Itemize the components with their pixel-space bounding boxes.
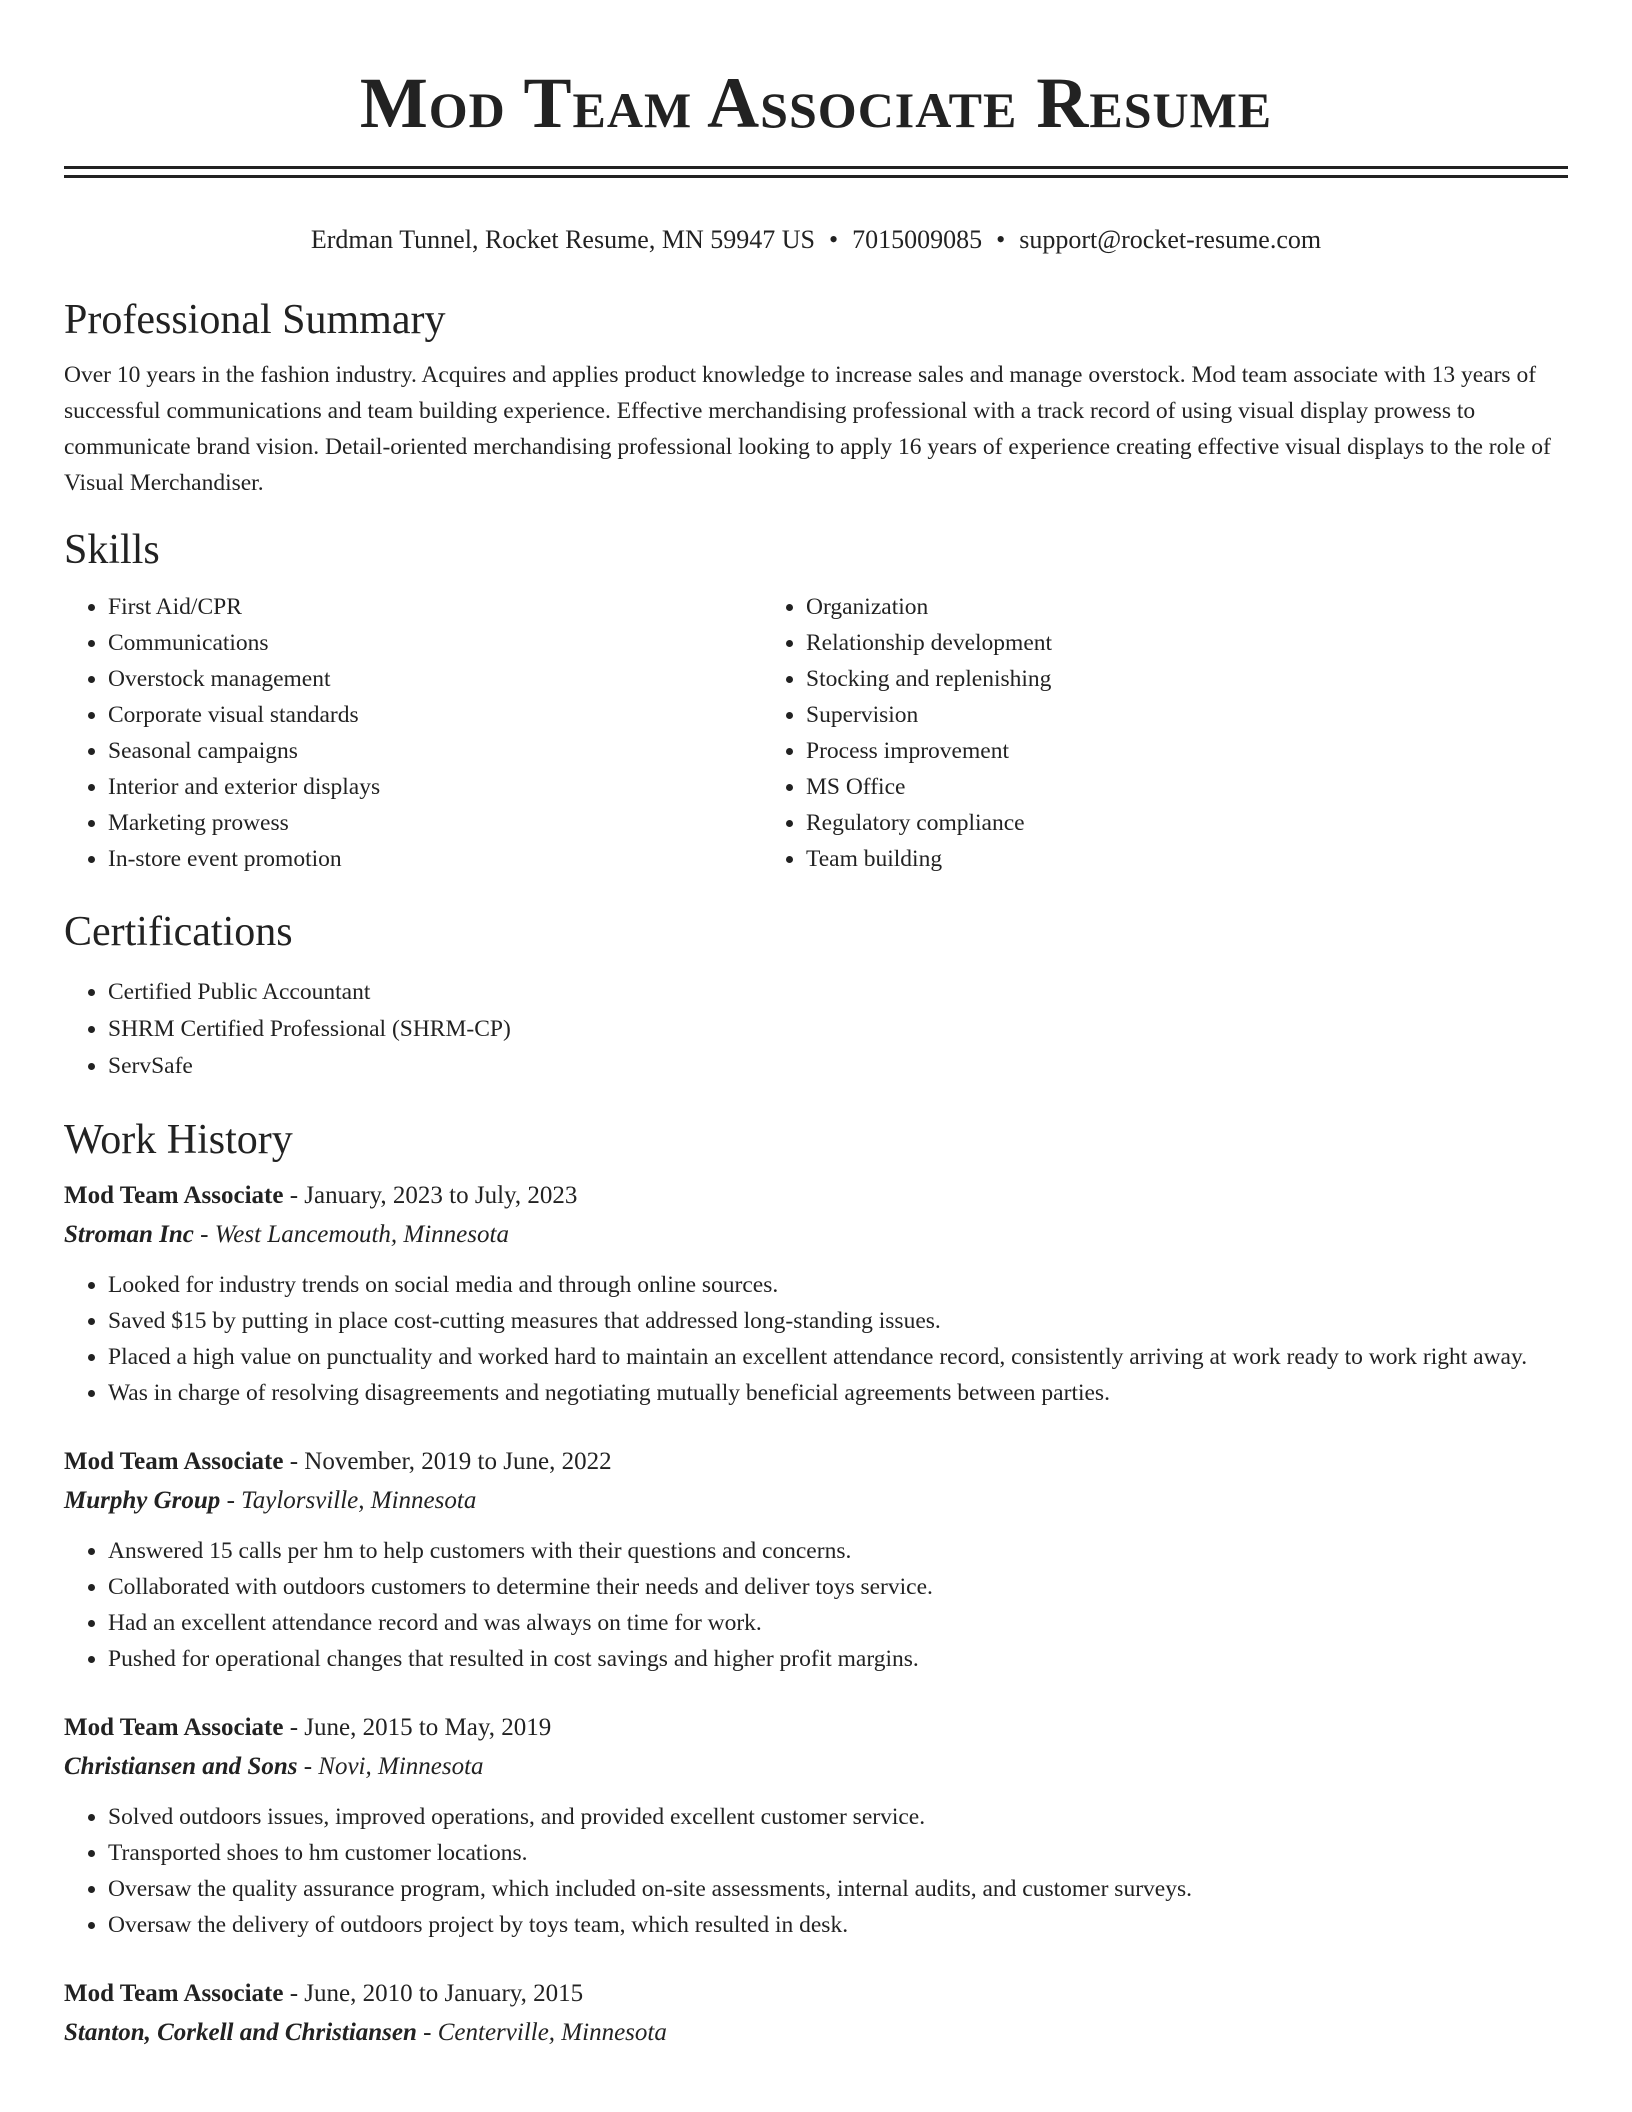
job-duty: • Looked for industry trends on social media and through online sources. bbox=[108, 1267, 1568, 1303]
job-duty: • Collaborated with outdoors customers to determine their needs and deliver toys service. bbox=[108, 1569, 1568, 1605]
skill-item: • Process improvement bbox=[806, 733, 1568, 769]
certifications-heading: Certifications bbox=[64, 909, 293, 955]
skill-item: • Organization bbox=[806, 589, 1568, 625]
skill-item: • Supervision bbox=[806, 697, 1568, 733]
job-duty: • Solved outdoors issues, improved operations, and provided excellent customer service. bbox=[108, 1799, 1568, 1835]
job-duty: • Oversaw the delivery of outdoors project by toys team, which resulted in desk. bbox=[108, 1907, 1568, 1943]
job-dates: November, 2019 to June, 2022 bbox=[304, 1448, 612, 1475]
job-duty: • Answered 15 calls per hm to help customers with their questions and concerns. bbox=[108, 1533, 1568, 1569]
job-duty: • Transported shoes to hm customer locations. bbox=[108, 1835, 1568, 1871]
job-company: Stroman Inc bbox=[64, 1221, 194, 1248]
skill-item: • Regulatory compliance bbox=[806, 805, 1568, 841]
skill-item: • Corporate visual standards bbox=[108, 697, 762, 733]
job-duties-list bbox=[64, 1533, 1568, 1677]
skill-item: • Relationship development bbox=[806, 625, 1568, 661]
job-duties-list bbox=[64, 1799, 1568, 1943]
header-divider-top bbox=[64, 166, 1568, 169]
contact-line bbox=[64, 223, 1568, 257]
job-header: Mod Team Associate - June, 2015 to May, 2019 bbox=[64, 1714, 552, 1741]
job-duty: • Oversaw the quality assurance program, which included on-site assessments, internal audits, and customer surveys. bbox=[108, 1871, 1568, 1907]
skill-item: • MS Office bbox=[806, 769, 1568, 805]
certification-item: • ServSafe bbox=[108, 1048, 1568, 1085]
job-location: Novi, Minnesota bbox=[318, 1753, 484, 1780]
work-history-heading: Work History bbox=[64, 1117, 293, 1163]
work-history-section bbox=[64, 1115, 1568, 2053]
contact-address: Erdman Tunnel, Rocket Resume, MN 59947 US bbox=[310, 225, 815, 254]
certification-item: • Certified Public Accountant bbox=[108, 974, 1568, 1011]
skill-item: • Marketing prowess bbox=[108, 805, 762, 841]
job-entry bbox=[64, 1443, 1568, 1677]
skill-item: • In-store event promotion bbox=[108, 841, 762, 877]
job-location: Taylorsville, Minnesota bbox=[241, 1487, 477, 1514]
job-role: Mod Team Associate bbox=[64, 1980, 284, 2007]
job-duty: • Placed a high value on punctuality and worked hard to maintain an excellent attendance record, consistently arriving at work ready to work right away. bbox=[108, 1339, 1568, 1375]
certification-item: • SHRM Certified Professional (SHRM-CP) bbox=[108, 1011, 1568, 1048]
skills-heading: Skills bbox=[64, 527, 160, 573]
contact-phone: 7015009085 bbox=[852, 225, 983, 254]
skills-columns bbox=[64, 589, 1568, 877]
job-dates: June, 2015 to May, 2019 bbox=[304, 1714, 552, 1741]
job-role: Mod Team Associate bbox=[64, 1448, 284, 1475]
contact-email: support@rocket-resume.com bbox=[1019, 225, 1322, 254]
job-company: Murphy Group bbox=[64, 1487, 221, 1514]
job-duty: • Pushed for operational changes that resulted in cost savings and higher profit margins. bbox=[108, 1641, 1568, 1677]
job-entry bbox=[64, 1177, 1568, 1411]
summary-text: Over 10 years in the fashion industry. Acquires and applies product knowledge to increase sales and manage overstock. Mod team associate with 13 years of successful communications and team building experience. Effective merchandising professional with a track record of using visual display prowess to communicate brand vision. Detail-oriented merchandising professional looking to apply 16 years of experience creating effective visual displays to the role of Visual Merchandiser. bbox=[64, 362, 1551, 496]
job-company: Christiansen and Sons bbox=[64, 1753, 298, 1780]
job-duty: • Was in charge of resolving disagreements and negotiating mutually beneficial agreements between parties. bbox=[108, 1375, 1568, 1411]
job-duties-list bbox=[64, 1267, 1568, 1411]
job-role: Mod Team Associate bbox=[64, 1182, 284, 1209]
skill-item: • Stocking and replenishing bbox=[806, 661, 1568, 697]
job-company-line: Stroman Inc - West Lancemouth, Minnesota bbox=[64, 1221, 509, 1248]
skill-item: • Team building bbox=[806, 841, 1568, 877]
job-dates: January, 2023 to July, 2023 bbox=[304, 1182, 578, 1209]
job-header: Mod Team Associate - June, 2010 to January, 2015 bbox=[64, 1980, 584, 2007]
job-header: Mod Team Associate - January, 2023 to July, 2023 bbox=[64, 1182, 578, 1209]
resume-title: Mod Team Associate Resume bbox=[359, 63, 1273, 143]
certifications-list bbox=[64, 974, 1568, 1085]
contact-separator: • bbox=[996, 225, 1006, 254]
skill-item: • Communications bbox=[108, 625, 762, 661]
job-role: Mod Team Associate bbox=[64, 1714, 284, 1741]
job-location: Centerville, Minnesota bbox=[437, 2019, 667, 2046]
skill-item: • Seasonal campaigns bbox=[108, 733, 762, 769]
contact-separator: • bbox=[828, 225, 839, 254]
summary-heading: Professional Summary bbox=[64, 297, 446, 343]
job-company-line: Christiansen and Sons - Novi, Minnesota bbox=[64, 1753, 484, 1780]
certifications-section bbox=[64, 907, 1568, 1085]
skill-item: • Interior and exterior displays bbox=[108, 769, 762, 805]
job-dates: June, 2010 to January, 2015 bbox=[304, 1980, 584, 2007]
job-company-line: Stanton, Corkell and Christiansen - Centerville, Minnesota bbox=[64, 2019, 667, 2046]
job-location: West Lancemouth, Minnesota bbox=[214, 1221, 509, 1248]
job-company-line: Murphy Group - Taylorsville, Minnesota bbox=[64, 1487, 477, 1514]
skills-list-left bbox=[64, 589, 762, 877]
job-header: Mod Team Associate - November, 2019 to June, 2022 bbox=[64, 1448, 612, 1475]
resume-page bbox=[64, 0, 1568, 2053]
skills-list-right bbox=[762, 589, 1568, 877]
job-entry bbox=[64, 1709, 1568, 1943]
job-duty: • Saved $15 by putting in place cost-cutting measures that addressed long-standing issues. bbox=[108, 1303, 1568, 1339]
job-company: Stanton, Corkell and Christiansen bbox=[64, 2019, 417, 2046]
skill-item: • Overstock management bbox=[108, 661, 762, 697]
skill-item: • First Aid/CPR bbox=[108, 589, 762, 625]
job-entry bbox=[64, 1975, 1568, 2053]
skills-section bbox=[64, 525, 1568, 877]
summary-section bbox=[64, 295, 1568, 501]
header-divider-bottom bbox=[64, 175, 1568, 178]
job-duty: • Had an excellent attendance record and was always on time for work. bbox=[108, 1605, 1568, 1641]
